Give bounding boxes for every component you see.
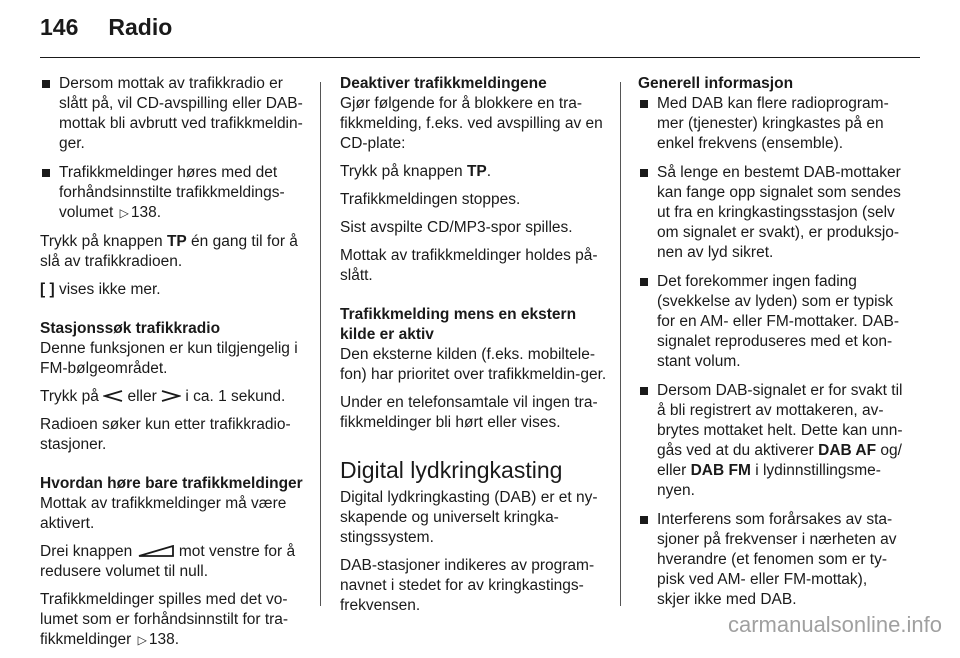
page-reference-icon: ▷ (137, 633, 147, 647)
subheading: Stasjonssøk trafikkradio (40, 320, 221, 337)
bullet-item: Dersom DAB-signalet er for svakt til å bli registrert av mottakeren, av-brytes mottaket helt. Dette kan unn-gås ved at du aktiverer DAB AF og/ eller DAB FM i lydinnstillingsme-nyen. (638, 381, 904, 501)
paragraph: Trafikkmeldinger spilles med det vo-lumet som er forhåndsinnstilt for tra-fikkmeldinger ▷ 138. (40, 591, 289, 648)
header-rule (40, 57, 920, 58)
bullet-item: Dersom mottak av trafikkradio er slått på, vil CD-avspilling eller DAB-mottak bli avbrutt ved trafikkmeldin-ger. (40, 74, 306, 154)
column-divider-2 (620, 82, 621, 606)
dab-af-label: DAB AF (818, 442, 877, 459)
bullet-item: Med DAB kan flere radioprogram-mer (tjenester) kringkastes på en enkel frekvens (ensemble). (638, 94, 904, 154)
bullet-item: Så lenge en bestemt DAB-mottaker kan fange opp signalet som sendes ut fra en kringkastingsstasjon (selv om signalet er svakt), er produksjo-nen av lyd sikret. (638, 163, 904, 263)
section-title: Digital lydkringkasting (340, 457, 563, 483)
tp-button-label: TP (466, 163, 487, 180)
bullet-square-icon (640, 100, 648, 108)
paragraph: Den eksterne kilden (f.eks. mobiltele-fon) har prioritet over trafikkmeldin-ger. (340, 346, 607, 383)
paragraph: Trafikkmeldingen stoppes. (340, 191, 521, 208)
subheading: Trafikkmelding mens en ekstern kilde er aktiv (340, 306, 577, 343)
column-2 (340, 74, 610, 624)
page-reference-link[interactable]: 138. (148, 631, 180, 648)
bullet-square-icon (42, 169, 50, 177)
seek-back-icon (103, 390, 123, 402)
paragraph: Drei knappen mot venstre for å redusere volumet til null. (40, 543, 296, 580)
page-reference-icon: ▷ (119, 206, 129, 220)
bullet-item: Trafikkmeldinger høres med det forhåndsinnstilte trafikkmeldings-volumet ▷ 138. (40, 163, 306, 223)
paragraph: Trykk på eller i ca. 1 sekund. (40, 388, 286, 405)
bullet-square-icon (42, 80, 50, 88)
dab-fm-label: DAB FM (690, 462, 751, 479)
page-reference-link[interactable]: 138. (130, 204, 161, 221)
bullet-square-icon (640, 278, 648, 286)
column-1 (40, 74, 306, 658)
seek-forward-icon (161, 390, 181, 402)
page-number: 146 (40, 14, 79, 40)
tp-button-label: TP (166, 233, 187, 250)
paragraph: Gjør følgende for å blokkere en tra-fikkmelding, f.eks. ved avspilling av en CD-plate: (340, 95, 603, 152)
bullet-item: Interferens som forårsakes av sta-sjoner på frekvenser i nærheten av hverandre (et fenomen som er ty-pisk ved AM- eller FM-mottak), skjer ikke med DAB. (638, 510, 904, 610)
paragraph: Sist avspilte CD/MP3-spor spilles. (340, 219, 573, 236)
bracket-indicator: [ ] (40, 281, 55, 298)
bullet-square-icon (640, 169, 648, 177)
paragraph: Under en telefonsamtale vil ingen tra-fikkmeldinger bli hørt eller vises. (340, 394, 598, 431)
paragraph: Trykk på knappen TP. (340, 163, 492, 180)
paragraph: Trykk på knappen TP én gang til for å slå av trafikkradioen. (40, 233, 298, 270)
paragraph: DAB-stasjoner indikeres av program-navnet i stedet for av kringkastings-frekvensen. (340, 557, 595, 614)
page-title: Radio (108, 14, 173, 40)
paragraph: Denne funksjonen er kun tilgjengelig i FM-bølgeområdet. (40, 340, 298, 377)
subheading: Generell informasjon (638, 75, 794, 92)
column-divider-1 (320, 82, 321, 606)
column-3 (638, 74, 904, 619)
volume-knob-icon (137, 545, 175, 557)
subheading: Hvordan høre bare trafikkmeldinger (40, 475, 303, 492)
paragraph: Digital lydkringkasting (DAB) er et ny-skapende og universelt kringka-stingssystem. (340, 489, 598, 546)
paragraph: [ ] vises ikke mer. (40, 281, 161, 298)
bullet-square-icon (640, 387, 648, 395)
bullet-item: Det forekommer ingen fading (svekkelse av lyden) som er typisk for en AM- eller FM-mottaker. DAB-signalet reproduseres med et kon-stant volum. (638, 272, 904, 372)
subheading: Deaktiver trafikkmeldingene (340, 75, 547, 92)
bullet-square-icon (640, 516, 648, 524)
paragraph: Radioen søker kun etter trafikkradio-stasjoner. (40, 416, 291, 453)
watermark: carmanualsonline.info (727, 612, 942, 637)
paragraph: Mottak av trafikkmeldinger holdes på-slått. (340, 247, 598, 284)
paragraph: Mottak av trafikkmeldinger må være aktivert. (40, 495, 287, 532)
page-header (40, 14, 172, 41)
